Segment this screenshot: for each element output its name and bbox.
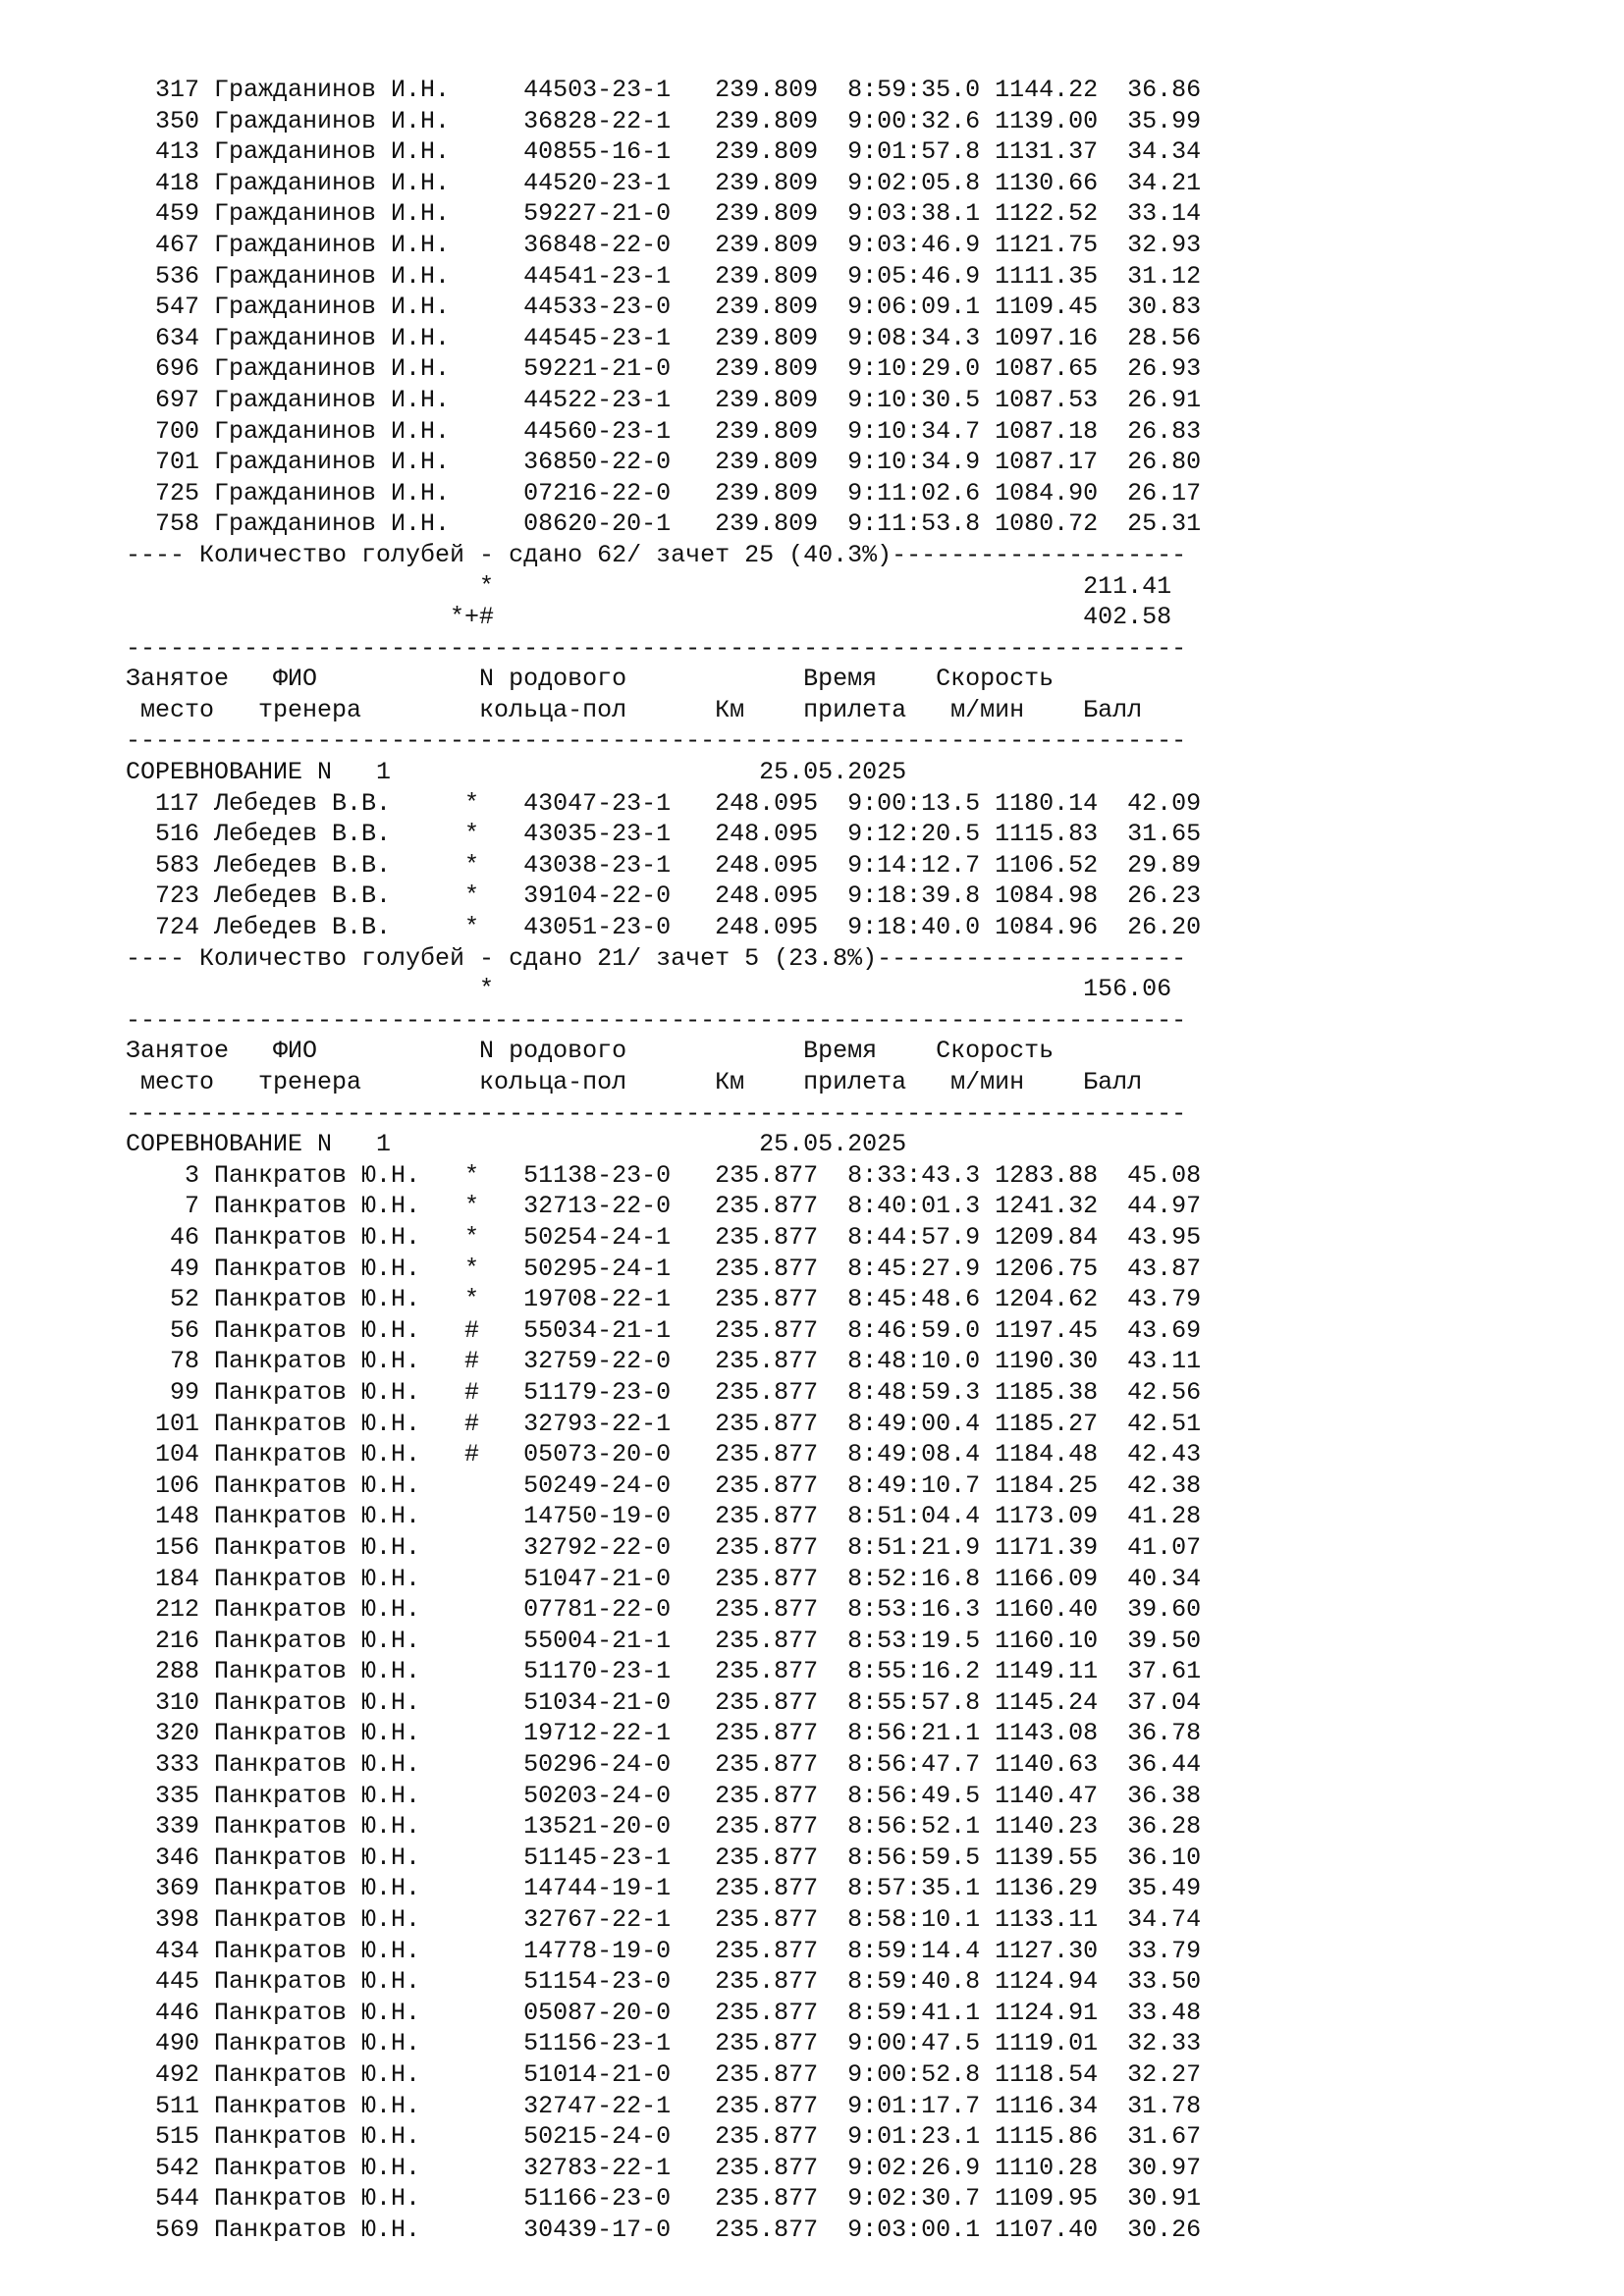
report-line: 701 Гражданинов И.Н. 36850-22-0 239.809 9:10:34.9 1087.17 26.80 [126,448,1202,477]
report-line: 445 Панкратов Ю.Н. 51154-23-0 235.877 8:59:40.8 1124.94 33.50 [126,1967,1202,1997]
report-line: ------------------------------------------------------------------------ [126,1098,1187,1128]
results-report [126,75,1201,2246]
report-line: 696 Гражданинов И.Н. 59221-21-0 239.809 9:10:29.0 1087.65 26.93 [126,354,1202,384]
report-line: 335 Панкратов Ю.Н. 50203-24-0 235.877 8:56:49.5 1140.47 36.38 [126,1781,1202,1810]
report-line: 56 Панкратов Ю.Н. # 55034-21-1 235.877 8:46:59.0 1197.45 43.69 [126,1315,1202,1345]
report-line: 700 Гражданинов И.Н. 44560-23-1 239.809 9:10:34.7 1087.18 26.83 [126,416,1202,446]
report-line: 542 Панкратов Ю.Н. 32783-22-1 235.877 9:02:26.9 1110.28 30.97 [126,2153,1202,2182]
report-line: 216 Панкратов Ю.Н. 55004-21-1 235.877 8:53:19.5 1160.10 39.50 [126,1626,1202,1655]
report-line: 758 Гражданинов И.Н. 08620-20-1 239.809 9:11:53.8 1080.72 25.31 [126,509,1202,539]
report-line: ------------------------------------------------------------------------ [126,633,1187,663]
report-line: 99 Панкратов Ю.Н. # 51179-23-0 235.877 8:48:59.3 1185.38 42.56 [126,1377,1202,1407]
report-line: 536 Гражданинов И.Н. 44541-23-1 239.809 9:05:46.9 1111.35 31.12 [126,261,1202,291]
report-line: 418 Гражданинов И.Н. 44520-23-1 239.809 9:02:05.8 1130.66 34.21 [126,168,1202,197]
report-line: 511 Панкратов Ю.Н. 32747-22-1 235.877 9:01:17.7 1116.34 31.78 [126,2091,1202,2120]
report-line: 413 Гражданинов И.Н. 40855-16-1 239.809 9:01:57.8 1131.37 34.34 [126,137,1202,167]
report-line: 725 Гражданинов И.Н. 07216-22-0 239.809 9:11:02.6 1084.90 26.17 [126,478,1202,507]
report-line: 516 Лебедев В.В. * 43035-23-1 248.095 9:12:20.5 1115.83 31.65 [126,820,1202,849]
report-line: * 156.06 [126,975,1172,1004]
report-line: 104 Панкратов Ю.Н. # 05073-20-0 235.877 8:49:08.4 1184.48 42.43 [126,1440,1202,1469]
report-line: 49 Панкратов Ю.Н. * 50295-24-1 235.877 8:45:27.9 1206.75 43.87 [126,1254,1202,1283]
report-line: 317 Гражданинов И.Н. 44503-23-1 239.809 8:59:35.0 1144.22 36.86 [126,76,1202,104]
report-line: 459 Гражданинов И.Н. 59227-21-0 239.809 9:03:38.1 1122.52 33.14 [126,199,1202,229]
report-line: 446 Панкратов Ю.Н. 05087-20-0 235.877 8:59:41.1 1124.91 33.48 [126,1998,1202,2027]
report-line: ---- Количество голубей - сдано 21/ зачет 5 (23.8%)--------------------- [126,943,1187,973]
report-line: 350 Гражданинов И.Н. 36828-22-1 239.809 9:00:32.6 1139.00 35.99 [126,106,1202,135]
report-line: 492 Панкратов Ю.Н. 51014-21-0 235.877 9:00:52.8 1118.54 32.27 [126,2060,1202,2089]
report-line: 7 Панкратов Ю.Н. * 32713-22-0 235.877 8:40:01.3 1241.32 44.97 [126,1192,1202,1221]
report-line: ---- Количество голубей - сдано 62/ зачет 25 (40.3%)-------------------- [126,540,1187,569]
report-line: 333 Панкратов Ю.Н. 50296-24-0 235.877 8:56:47.7 1140.63 36.44 [126,1750,1202,1780]
report-line: 212 Панкратов Ю.Н. 07781-22-0 235.877 8:53:16.3 1160.40 39.60 [126,1595,1202,1625]
report-line: Занятое ФИО N родового Время Скорость [126,1037,1055,1066]
report-line: 467 Гражданинов И.Н. 36848-22-0 239.809 9:03:46.9 1121.75 32.93 [126,230,1202,259]
report-line: 46 Панкратов Ю.Н. * 50254-24-1 235.877 8:44:57.9 1209.84 43.95 [126,1222,1202,1252]
report-line: 434 Панкратов Ю.Н. 14778-19-0 235.877 8:59:14.4 1127.30 33.79 [126,1936,1202,1965]
report-line: 697 Гражданинов И.Н. 44522-23-1 239.809 9:10:30.5 1087.53 26.91 [126,385,1202,414]
report-line: ------------------------------------------------------------------------ [126,1005,1187,1035]
report-line: 515 Панкратов Ю.Н. 50215-24-0 235.877 9:01:23.1 1115.86 31.67 [126,2122,1202,2152]
report-line: 569 Панкратов Ю.Н. 30439-17-0 235.877 9:03:00.1 1107.40 30.26 [126,2215,1202,2244]
report-line: место тренера кольца-пол Км прилета м/мин Балл [126,695,1143,724]
report-line: 339 Панкратов Ю.Н. 13521-20-0 235.877 8:56:52.1 1140.23 36.28 [126,1812,1202,1842]
report-line: 398 Панкратов Ю.Н. 32767-22-1 235.877 8:58:10.1 1133.11 34.74 [126,1905,1202,1935]
report-line: ------------------------------------------------------------------------ [126,726,1187,756]
report-line: Занятое ФИО N родового Время Скорость [126,665,1055,694]
report-line: 320 Панкратов Ю.Н. 19712-22-1 235.877 8:56:21.1 1143.08 36.78 [126,1719,1202,1748]
report-line: *+# 402.58 [126,603,1172,632]
report-line: * 211.41 [126,571,1172,601]
report-line: 369 Панкратов Ю.Н. 14744-19-1 235.877 8:57:35.1 1136.29 35.49 [126,1874,1202,1903]
report-line: 117 Лебедев В.В. * 43047-23-1 248.095 9:00:13.5 1180.14 42.09 [126,788,1202,818]
report-line: 148 Панкратов Ю.Н. 14750-19-0 235.877 8:51:04.4 1173.09 41.28 [126,1502,1202,1531]
report-line: 3 Панкратов Ю.Н. * 51138-23-0 235.877 8:33:43.3 1283.88 45.08 [126,1160,1202,1190]
report-line: 106 Панкратов Ю.Н. 50249-24-0 235.877 8:49:10.7 1184.25 42.38 [126,1470,1202,1500]
report-line: 310 Панкратов Ю.Н. 51034-21-0 235.877 8:55:57.8 1145.24 37.04 [126,1687,1202,1717]
report-line: 156 Панкратов Ю.Н. 32792-22-0 235.877 8:51:21.9 1171.39 41.07 [126,1532,1202,1562]
report-line: 583 Лебедев В.В. * 43038-23-1 248.095 9:14:12.7 1106.52 29.89 [126,850,1202,880]
report-line: 101 Панкратов Ю.Н. # 32793-22-1 235.877 8:49:00.4 1185.27 42.51 [126,1409,1202,1438]
report-line: 547 Гражданинов И.Н. 44533-23-0 239.809 9:06:09.1 1109.45 30.83 [126,293,1202,322]
report-line: 78 Панкратов Ю.Н. # 32759-22-0 235.877 8:48:10.0 1190.30 43.11 [126,1347,1202,1376]
report-line: 490 Панкратов Ю.Н. 51156-23-1 235.877 9:00:47.5 1119.01 32.33 [126,2029,1202,2058]
report-line: СОРЕВНОВАНИЕ N 1 25.05.2025 [126,1130,907,1159]
report-line: 634 Гражданинов И.Н. 44545-23-1 239.809 9:08:34.3 1097.16 28.56 [126,323,1202,352]
report-line: 288 Панкратов Ю.Н. 51170-23-1 235.877 8:55:16.2 1149.11 37.61 [126,1657,1202,1686]
report-line: место тренера кольца-пол Км прилета м/мин Балл [126,1068,1143,1096]
report-line: 52 Панкратов Ю.Н. * 19708-22-1 235.877 8:45:48.6 1204.62 43.79 [126,1285,1202,1314]
report-line: 184 Панкратов Ю.Н. 51047-21-0 235.877 8:52:16.8 1166.09 40.34 [126,1564,1202,1593]
report-line: 544 Панкратов Ю.Н. 51166-23-0 235.877 9:02:30.7 1109.95 30.91 [126,2184,1202,2214]
report-line: 723 Лебедев В.В. * 39104-22-0 248.095 9:18:39.8 1084.98 26.23 [126,881,1202,911]
report-line: 346 Панкратов Ю.Н. 51145-23-1 235.877 8:56:59.5 1139.55 36.10 [126,1842,1202,1872]
report-line: 724 Лебедев В.В. * 43051-23-0 248.095 9:18:40.0 1084.96 26.20 [126,913,1202,942]
report-line: СОРЕВНОВАНИЕ N 1 25.05.2025 [126,758,907,787]
